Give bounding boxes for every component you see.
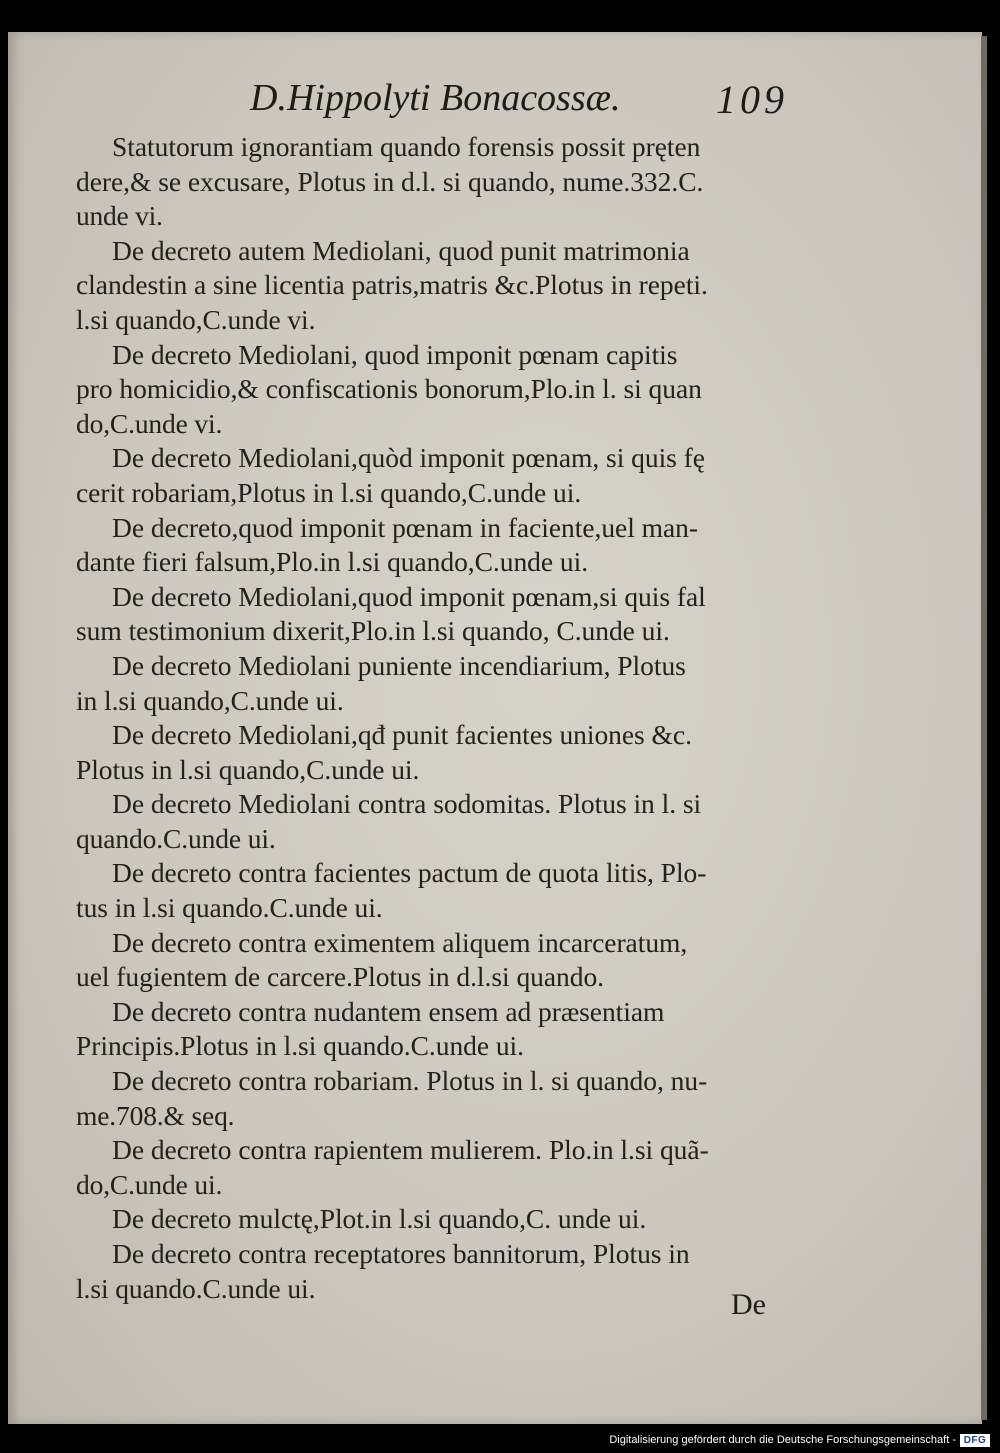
catchword: De — [731, 1288, 766, 1321]
text-line: clandestin a sine licentia patris,matris &c.Plotus in repeti. — [76, 269, 708, 301]
text-line: Principis.Plotus in l.si quando.C.unde ui. — [76, 1030, 524, 1062]
paragraph — [76, 511, 806, 580]
paragraph — [76, 1202, 806, 1237]
paragraph — [76, 338, 806, 442]
digitization-footer — [0, 1428, 1000, 1453]
text-line: quando.C.unde ui. — [76, 822, 276, 854]
paragraph — [76, 130, 806, 234]
text-line: me.708.& seq. — [76, 1099, 235, 1131]
text-line: dere,& se excusare, Plotus in d.l. si quando, nume.332.C. — [76, 165, 704, 197]
paragraph — [76, 580, 806, 649]
paragraph — [76, 926, 806, 995]
text-line: Statutorum ignorantiam quando forensis possit pręten — [112, 131, 701, 162]
text-line: in l.si quando,C.unde ui. — [76, 684, 344, 716]
dfg-logo: DFG — [960, 1434, 990, 1447]
footer-credit: Digitalisierung gefördert durch die Deutsche Forschungsgemeinschaft - — [609, 1434, 956, 1446]
paragraph — [76, 441, 806, 510]
text-line: De decreto contra rapientem mulierem. Plo.in l.si quã- — [112, 1134, 709, 1166]
text-line: De decreto Mediolani puniente incendiarium, Plotus — [112, 649, 686, 681]
text-line: dante fieri falsum,Plo.in l.si quando,C.unde ui. — [76, 546, 589, 578]
text-line: pro homicidio,& confiscationis bonorum,Plo.in l. si quan — [76, 373, 702, 405]
text-line: De decreto contra nudantem ensem ad præsentiam — [112, 995, 665, 1027]
paragraph — [76, 234, 806, 338]
text-line: De decreto contra robariam. Plotus in l. si quando, nu- — [112, 1065, 708, 1097]
text-line: uel fugientem de carcere.Plotus in d.l.si quando. — [76, 961, 604, 993]
paragraph — [76, 856, 806, 925]
text-line: De decreto Mediolani, quod imponit pœnam capitis — [112, 338, 678, 370]
text-line: De decreto contra eximentem aliquem incarceratum, — [112, 926, 688, 958]
page-number: 109 — [716, 77, 788, 122]
text-line: tus in l.si quando.C.unde ui. — [76, 892, 383, 924]
text-line: De decreto contra receptatores bannitorum, Plotus in — [112, 1238, 690, 1269]
text-line: De decreto,quod imponit pœnam in faciente,uel man- — [112, 511, 699, 543]
text-line: Plotus in l.si quando,C.unde ui. — [76, 753, 420, 785]
running-head: D.Hippolyti Bonacossæ. — [250, 77, 621, 119]
text-line: De decreto mulctę,Plot.in l.si quando,C. unde ui. — [112, 1203, 647, 1235]
text-line: De decreto Mediolani,quòd imponit pœnam, si quis fę — [112, 442, 705, 474]
text-line: unde vi. — [76, 200, 163, 232]
text-line: cerit robariam,Plotus in l.si quando,C.unde ui. — [76, 476, 582, 508]
paragraph — [76, 787, 806, 856]
text-line: l.si quando,C.unde vi. — [76, 303, 316, 335]
text-line: De decreto Mediolani contra sodomitas. Plotus in l. si — [112, 788, 702, 820]
paragraph — [76, 718, 806, 787]
text-line: sum testimonium dixerit,Plo.in l.si quando, C.unde ui. — [76, 615, 670, 647]
paragraph — [76, 1237, 806, 1306]
text-line: De decreto contra facientes pactum de quota litis, Plo- — [112, 857, 707, 889]
body-text — [76, 130, 806, 1306]
text-line: De decreto Mediolani,quod imponit pœnam,si quis fal — [112, 580, 706, 612]
text-line: De decreto Mediolani,qđ punit facientes uniones &c. — [112, 719, 692, 751]
paragraph — [76, 1064, 806, 1133]
paragraph — [76, 1133, 806, 1202]
page-header — [250, 76, 810, 126]
text-line: do,C.unde ui. — [76, 1168, 223, 1200]
text-line: do,C.unde vi. — [76, 407, 223, 439]
text-line: De decreto autem Mediolani, quod punit matrimonia — [112, 234, 690, 266]
paragraph — [76, 995, 806, 1064]
paragraph — [76, 649, 806, 718]
text-line: l.si quando.C.unde ui. — [76, 1272, 316, 1304]
page-edge — [981, 36, 987, 1420]
